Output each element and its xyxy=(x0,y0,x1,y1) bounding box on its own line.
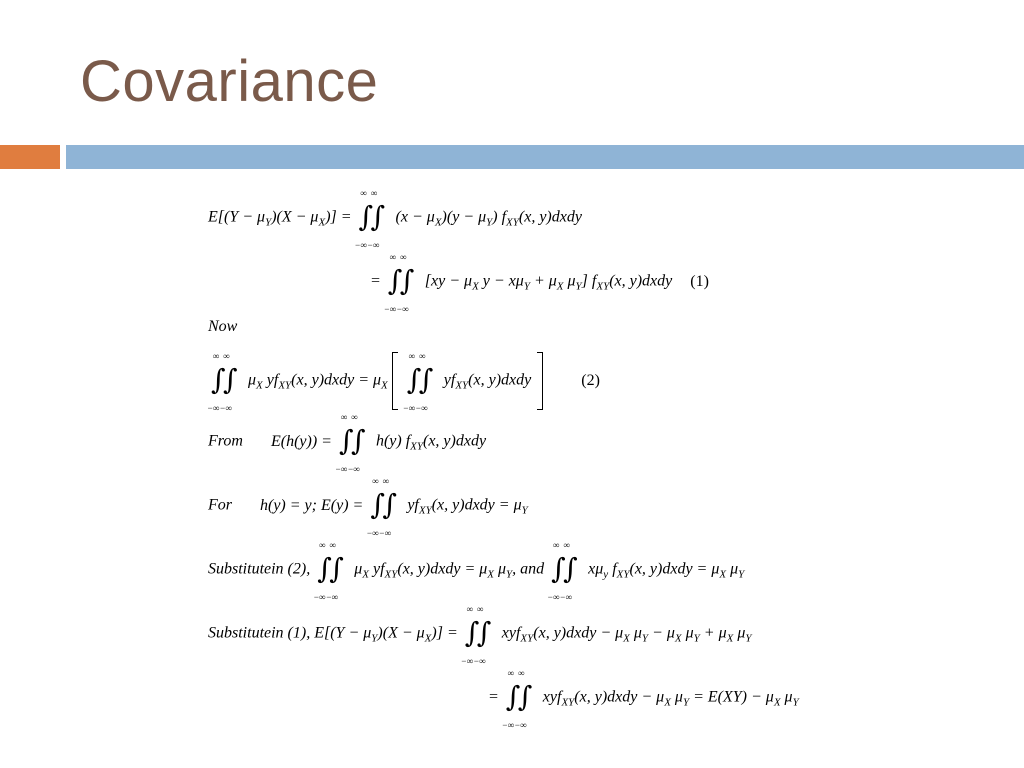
double-integral: ∞∞ ∫ ∫ −∞−∞ xyxy=(383,252,415,314)
equation-line-1: $E[(Y - \mu_Y)(X - \mu_X)]$ = ∞∞ ∫ ∫ −∞−∞ $(x - \mu_X)(y - \mu_Y)$ $f_{XY}(x$, y)dxdy xyxy=(208,188,582,250)
equation-label-2: (2) xyxy=(581,371,600,389)
double-integral: ∞∞ ∫ ∫ −∞−∞ xyxy=(334,412,366,474)
equation-line-4: From E(h(y)) = ∞∞ ∫ ∫ −∞−∞ h(y) $f_{XY}(x$, y)dxdy xyxy=(208,412,487,474)
equation-label-1: (1) xyxy=(690,272,709,290)
equation-line-5: For h(y) = y; E(y) = ∞∞ ∫ ∫ −∞−∞ $yf_{XY}(x$, y)dxdy = $\mu_Y$ xyxy=(208,476,528,538)
double-integral: ∞∞ ∫ ∫ −∞−∞ xyxy=(354,188,386,250)
equation-line-6: Substitutein (2), ∞∞ ∫ ∫ −∞−∞ $\mu_X$ $yf_{XY}(x$, y)dxdy = $\mu_X$ $\mu_Y$, and ∞∞ ∫ ∫ −∞−∞ $x\mu_y$ $f_{XY}(x$, y)dxdy = $\mu_X$ $\mu_Y$ xyxy=(208,540,745,602)
right-bracket xyxy=(537,352,543,410)
accent-bar-blue xyxy=(66,145,1024,169)
equation-line-3: ∞∞ ∫ ∫ −∞−∞ $\mu_X$ $yf_{XY}(x$, y)dxdy = $\mu_X$ ∞∞ ∫ ∫ −∞−∞ $yf_{XY}(x$, y)dxdy (2) xyxy=(207,351,600,413)
double-integral: ∞∞ ∫ ∫ −∞−∞ xyxy=(460,604,492,666)
double-integral: ∞∞ ∫ ∫ −∞−∞ xyxy=(313,540,344,602)
equation-line-2: = ∞∞ ∫ ∫ −∞−∞ [$xy - \mu_X$ $y - x\mu_Y + \mu_X$ $\mu_Y$] $f_{XY}(x$, y)dxdy (1) xyxy=(370,252,709,314)
double-integral: ∞∞ ∫ ∫ −∞−∞ xyxy=(547,540,578,602)
equation-line-8: = ∞∞ ∫ ∫ −∞−∞ xyf$_{XY}$(x, y)dxdy − $\mu_X$ $\mu_Y = E(XY) - \mu_X$ $\mu_Y$ xyxy=(488,668,799,730)
accent-bar-orange xyxy=(0,145,60,169)
now-label: Now xyxy=(208,318,238,335)
double-integral: ∞∞ ∫ ∫ −∞−∞ xyxy=(207,351,238,413)
slide-title: Covariance xyxy=(80,49,379,114)
double-integral: ∞∞ ∫ ∫ −∞−∞ xyxy=(402,351,434,413)
double-integral: ∞∞ ∫ ∫ −∞−∞ xyxy=(501,668,533,730)
equation-line-7: Substitutein (1), $E[(Y - \mu_Y)(X - \mu_X)]$ = ∞∞ ∫ ∫ −∞−∞ xyf$_{XY}$(x, y)dxdy − $\mu_X$ $\mu_Y - \mu_X$ $\mu_Y + \mu_X$ $\mu_Y$ xyxy=(208,604,752,666)
double-integral: ∞∞ ∫ ∫ −∞−∞ xyxy=(366,476,397,538)
left-bracket xyxy=(392,352,398,410)
